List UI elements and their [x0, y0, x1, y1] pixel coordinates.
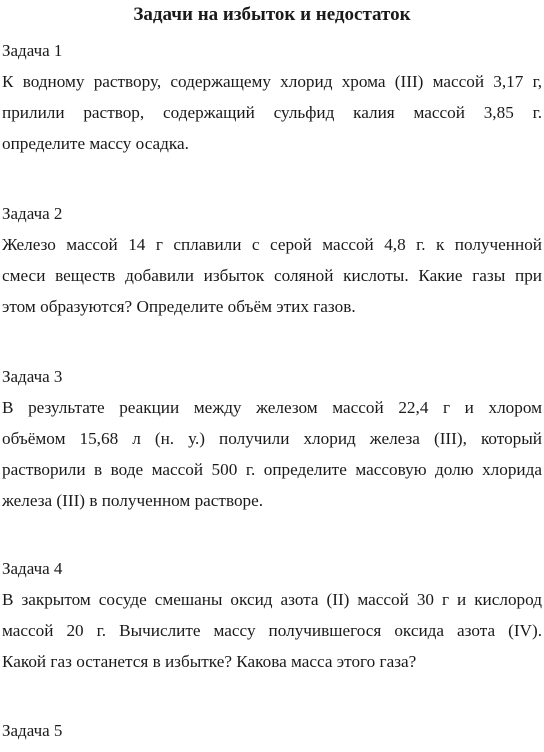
- task-label: Задача 2: [2, 204, 63, 223]
- task-1: [2, 40, 542, 159]
- task-label: Задача 5: [2, 721, 63, 740]
- page-title: Задачи на избыток и недостаток: [133, 4, 411, 25]
- task-label: Задача 1: [2, 41, 63, 60]
- task-3: [2, 366, 542, 516]
- task-text-line: В результате реакции между железом массой 22,4 г и хлором: [2, 398, 542, 417]
- task-text-line: прилили раствор, содержащий сульфид калия массой 3,85 г.: [2, 103, 542, 122]
- task-text-line: К водному раствору, содержащему хлорид хрома (III) массой 3,17 г,: [2, 72, 542, 91]
- task-text-line: железа (III) в полученном растворе.: [2, 491, 264, 510]
- task-text-line: определите массу осадка.: [2, 134, 189, 153]
- task-text-line: растворили в воде массой 500 г. определите массовую долю хлорида: [2, 460, 542, 479]
- task-text-line: смеси веществ добавили избыток соляной кислоты. Какие газы при: [2, 266, 542, 285]
- task-text-line: этом образуются? Определите объём этих газов.: [2, 297, 356, 316]
- task-label: Задача 3: [2, 367, 63, 386]
- task-5: [2, 720, 542, 746]
- task-text-line: Железо массой 14 г сплавили с серой массой 4,8 г. к полученной: [2, 235, 542, 254]
- task-4: [2, 558, 542, 677]
- task-text-line: массой 20 г. Вычислите массу получившегося оксида азота (IV).: [2, 621, 542, 640]
- task-text-line: В закрытом сосуде смешаны оксид азота (II) массой 30 г и кислород: [2, 590, 542, 609]
- task-label: Задача 4: [2, 559, 63, 578]
- task-text-line: объёмом 15,68 л (н. у.) получили хлорид железа (III), который: [2, 429, 542, 448]
- task-2: [2, 203, 542, 322]
- task-text-line: Какой газ останется в избытке? Какова масса этого газа?: [2, 652, 417, 671]
